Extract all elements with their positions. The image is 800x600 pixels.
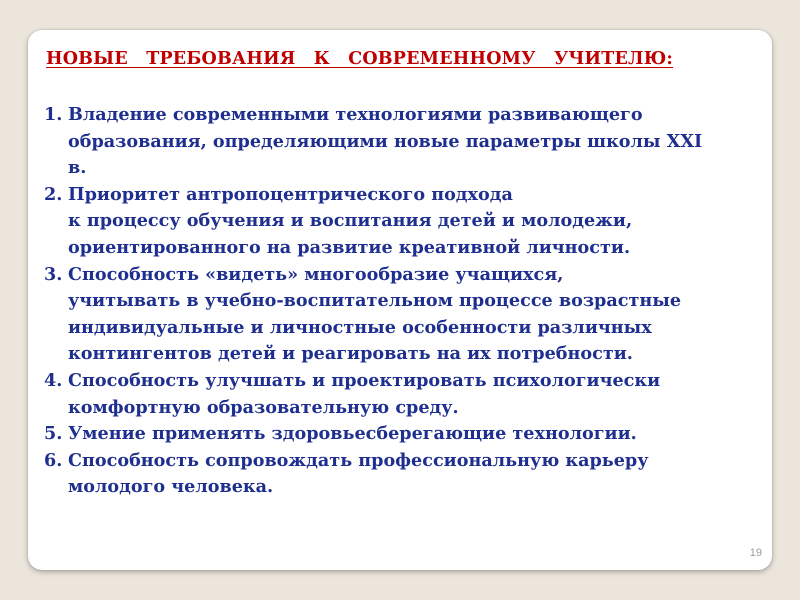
list-item-line: контингентов детей и реагировать на их потребности.	[68, 343, 633, 365]
list-item-line: комфортную образовательную среду.	[68, 396, 459, 418]
list-item-line: в.	[68, 157, 87, 179]
list-item-2	[44, 182, 754, 262]
slide-number: 19	[749, 547, 762, 559]
list-item-line: образования, определяющими новые параметры школы XXI	[68, 130, 703, 152]
slide-card	[28, 30, 772, 570]
list-item-line: Способность «видеть» многообразие учащихся,	[68, 263, 564, 285]
list-item-line: Приоритет антропоцентрического подхода	[68, 183, 513, 205]
list-item-5	[44, 421, 754, 448]
list-item-line: индивидуальные и личностные особенности различных	[68, 316, 652, 338]
list-item-1	[44, 102, 754, 182]
list-item-line: Владение современными технологиями развивающего	[68, 104, 643, 125]
list-item-number: 5.	[44, 423, 63, 445]
list-item-line: Способность сопровождать профессиональную карьеру	[68, 449, 649, 471]
slide-title: НОВЫЕ ТРЕБОВАНИЯ К СОВРЕМЕННОМУ УЧИТЕЛЮ:	[46, 49, 674, 69]
list-item-line: учитывать в учебно-воспитательном процессе возрастные	[68, 290, 682, 312]
list-item-4	[44, 368, 754, 421]
list-item-line: Способность улучшать и проектировать психологически	[68, 369, 661, 391]
list-item-number: 2.	[44, 183, 63, 205]
list-item-6	[44, 448, 754, 501]
list-item-3	[44, 262, 754, 368]
list-item-line: ориентированного на развитие креативной личности.	[68, 236, 631, 258]
list-item-line: молодого человека.	[68, 476, 274, 498]
list-item-number: 4.	[44, 369, 63, 391]
requirements-list	[44, 102, 754, 501]
list-item-line: к процессу обучения и воспитания детей и молодежи,	[68, 210, 633, 232]
list-item-line: Умение применять здоровьесберегающие технологии.	[68, 423, 637, 445]
list-item-number: 6.	[44, 449, 63, 471]
list-item-number: 1.	[44, 104, 63, 125]
list-item-number: 3.	[44, 263, 63, 285]
